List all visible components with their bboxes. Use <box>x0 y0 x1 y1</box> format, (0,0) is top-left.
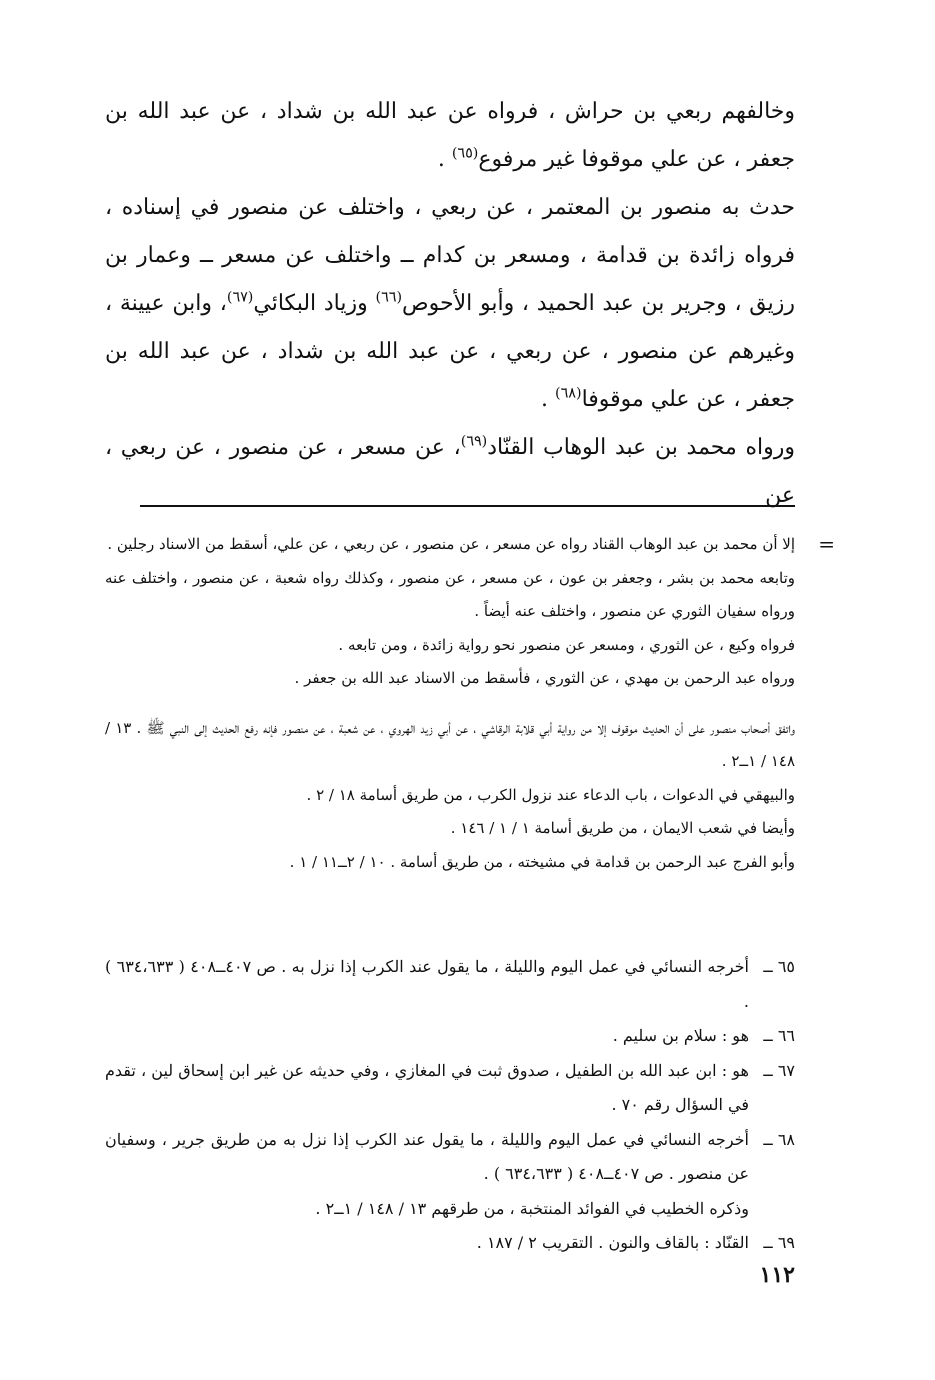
footnote-text: هو : سلام بن سليم . <box>612 1026 749 1045</box>
footnote-text: وذكره الخطيب في الفوائد المنتخبة ، من طرقهم ١٣ / ١٤٨ / ١ــ٢ . <box>315 1198 749 1218</box>
footnotes <box>105 950 795 1261</box>
footnote-69 <box>105 1226 795 1261</box>
paragraph-3-text-b: ، عن مسعر ، عن منصور ، عن ربعي ، عن <box>105 435 795 508</box>
continuation-line: إلا أن محمد بن عبد الوهاب القناد رواه عن مسعر ، عن منصور ، عن ربعي ، عن علي، أسقط من الاسناد رجلين . <box>107 535 795 553</box>
footnote-separator <box>140 505 795 507</box>
continuation-line: وأيضا في شعب الايمان ، من طريق أسامة ١ / ١ / ١٤٦ . <box>450 819 795 837</box>
spacer <box>105 696 795 712</box>
paragraph-2-text-c: ، وابن عيينة ، وغيرهم عن منصور ، عن ربعي ، عن عبد الله بن شداد ، عن عبد الله بن جعفر ، عن علي موقوفا <box>105 291 795 412</box>
footnote-text: هو : ابن عبد الله بن الطفيل ، صدوق ثبت في المغازي ، وفي حديثه عن غير ابن إسحاق لين ، تقدم في السؤال رقم ٧٠ . <box>105 1060 749 1114</box>
footnote-number: ٦٦ ــ <box>763 1026 795 1045</box>
paragraph-3-text-a: ورواه محمد بن عبد الوهاب القنّاد <box>487 435 796 460</box>
footnote-68-continuation <box>105 1192 795 1227</box>
paragraph-1-end: . <box>437 147 452 172</box>
footnote-ref-65[interactable]: (٦٥) <box>451 145 479 162</box>
footnote-68 <box>105 1123 795 1192</box>
continuation-line: والبيهقي في الدعوات ، باب الدعاء عند نزول الكرب ، من طريق أسامة ١٨ / ٢ . <box>306 785 795 804</box>
paragraph-2-text-a: حدث به منصور بن المعتمر ، عن ربعي ، واختلف عن منصور في إسناده ، فرواه زائدة بن قدامة ، ومسعر بن كدام ــ واختلف عن مسعر ــ وعمار بن رزيق ، وجرير بن عبد الحميد ، وأبو الأحوص <box>105 195 796 316</box>
continuation-line: ورواه عبد الرحمن بن مهدي ، عن الثوري ، فأسقط من الاسناد عبد الله بن جعفر . <box>294 669 795 687</box>
page-number: ١١٢ <box>759 1262 795 1288</box>
footnote-number: ٦٧ ــ <box>763 1060 795 1080</box>
continuation-line: وأبو الفرج عبد الرحمن بن قدامة في مشيخته ، من طريق أسامة . ١٠ / ٢ــ١١ / ١ . <box>289 852 795 871</box>
paragraph-2 <box>105 184 795 424</box>
continuation-mark: = <box>818 532 835 556</box>
footnote-text: أخرجه النسائي في عمل اليوم والليلة ، ما يقول عند الكرب إذا نزل به . ص ٤٠٧ــ٤٠٨ ( ٦٣٤،٦٣٣ ) . <box>105 957 749 1011</box>
continuation-line: واتفق أصحاب منصور على أن الحديث موقوف إلا من رواية أبي قلابة الرقاشي ، عن أبي زيد الهروي ، عن شعبة ، عن منصور فإنه رفع الحديث إلى النبي ﷺ . ١٣ / ١٤٨ / ١ــ٢ . <box>105 718 795 770</box>
footnote-66 <box>105 1019 795 1054</box>
paragraph-1 <box>105 88 795 184</box>
footnote-ref-68[interactable]: (٦٨) <box>555 385 582 402</box>
footnote-text: القنّاد : بالقاف والنون . التقريب ٢ / ١٨٧ . <box>476 1233 749 1252</box>
footnote-ref-67[interactable]: (٦٧) <box>226 289 254 306</box>
footnote-continuation <box>105 528 835 879</box>
main-text <box>105 88 795 520</box>
footnote-65 <box>105 950 795 1019</box>
footnote-ref-69[interactable]: (٦٩) <box>460 433 488 450</box>
continuation-line: فرواه وكيع ، عن الثوري ، ومسعر عن منصور نحو رواية زائدة ، ومن تابعه . <box>338 635 795 654</box>
continuation-line: وتابعه محمد بن بشر ، وجعفر بن عون ، عن مسعر ، عن منصور ، وكذلك رواه شعبة ، عن منصور ، واختلف عنه ورواه سفيان الثوري عن منصور ، واختلف عنه أيضاً . <box>105 568 795 620</box>
footnote-ref-66[interactable]: (٦٦) <box>375 289 403 306</box>
footnote-67 <box>105 1054 795 1123</box>
paragraph-2-text-b: وزياد البكائي <box>253 291 376 316</box>
paragraph-2-end: . <box>541 387 556 412</box>
footnote-number: ٦٩ ــ <box>763 1233 795 1252</box>
footnote-number: ٦٨ ــ <box>763 1129 795 1149</box>
paragraph-1-text: وخالفهم ربعي بن حراش ، فرواه عن عبد الله بن شداد ، عن عبد الله بن جعفر ، عن علي موقوفا غير مرفوع <box>105 99 795 172</box>
footnote-text: أخرجه النسائي في عمل اليوم والليلة ، ما يقول عند الكرب إذا نزل به من طريق جرير ، وسفيان عن منصور . ص ٤٠٧ــ٤٠٨ ( ٦٣٤،٦٣٣ ) . <box>105 1129 749 1183</box>
footnote-number: ٦٥ ــ <box>763 957 795 976</box>
